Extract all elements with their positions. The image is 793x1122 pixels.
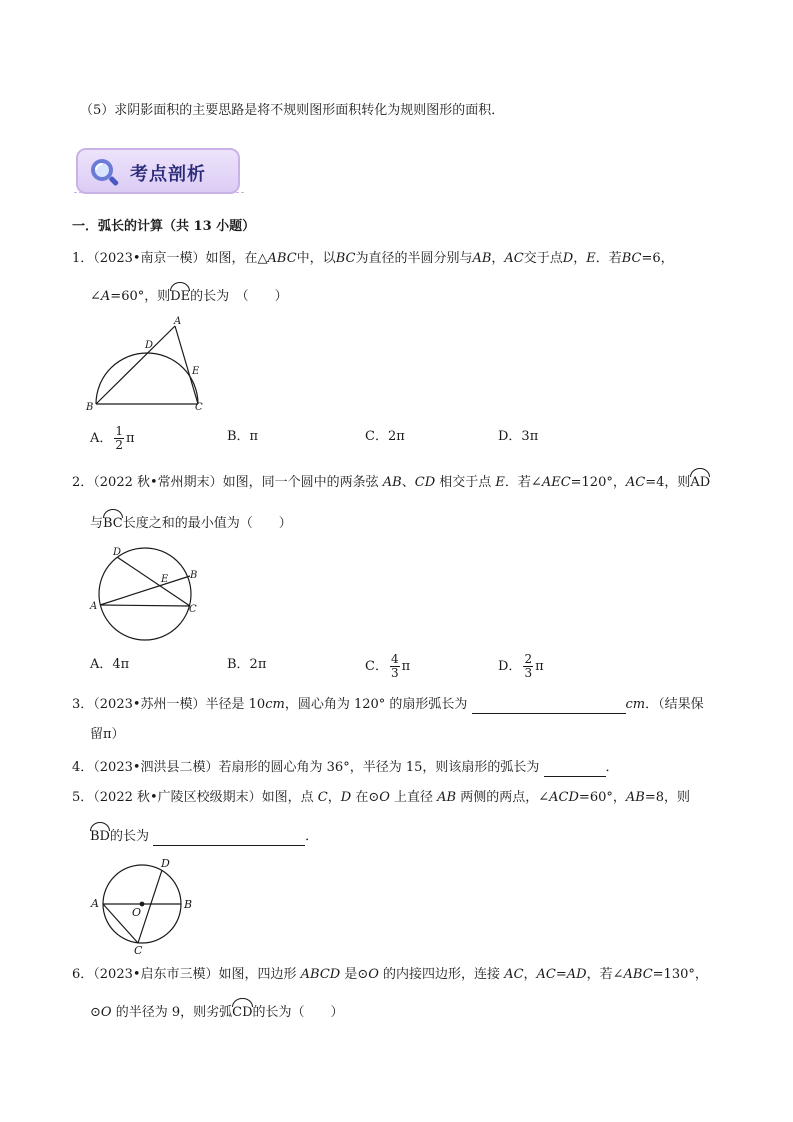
q1-option-a: A． $\frac{1}{2}$ π bbox=[90, 424, 135, 452]
q1-figure bbox=[86, 314, 212, 414]
label-b: B bbox=[86, 402, 94, 413]
label-c: C bbox=[195, 402, 203, 413]
q1-line2: ∠A=60°，则DE的长为 （ ） bbox=[90, 289, 288, 304]
q1-option-c: C．2π bbox=[365, 429, 405, 444]
q2-option-c: C． $\frac{4}{3}$ π bbox=[365, 652, 411, 680]
badge-underline bbox=[74, 192, 244, 193]
label-a: A bbox=[91, 897, 99, 910]
q1-line1: 1．（2023•南京一模）如图，在△ABC中，以BC为直径的半圆分别与AB，AC交于点D，E．若BC=6， bbox=[72, 251, 674, 266]
q2-option-d: D． $\frac{2}{3}$ π bbox=[498, 652, 544, 680]
label-d: D bbox=[145, 340, 154, 351]
q4-answer-blank[interactable] bbox=[544, 762, 606, 777]
q1-option-d: D．3π bbox=[498, 429, 539, 444]
label-c: C bbox=[134, 944, 143, 956]
badge-label: 考点剖析 bbox=[130, 164, 206, 185]
arc-bd: BD bbox=[90, 829, 110, 844]
q6-line2: ⊙O 的半径为 9，则劣弧CD的长为（ ） bbox=[90, 1005, 344, 1020]
search-icon bbox=[86, 154, 122, 190]
label-a: A bbox=[90, 601, 98, 612]
q2-option-b: B．2π bbox=[227, 657, 267, 672]
q5-figure bbox=[86, 852, 202, 956]
arc-ad: AD bbox=[690, 475, 711, 490]
q3-line2: 留π） bbox=[90, 727, 125, 742]
arc-bc: BC bbox=[103, 516, 123, 531]
label-d: D bbox=[113, 547, 122, 558]
section-title: 一．弧长的计算（共 13 小题） bbox=[72, 219, 256, 234]
q1-option-b: B．π bbox=[227, 429, 259, 444]
q2-line2: 与BC长度之和的最小值为（ ） bbox=[90, 516, 292, 531]
label-a: A bbox=[174, 316, 182, 327]
label-c: C bbox=[189, 604, 197, 615]
q2-line1: 2．（2022 秋•常州期末）如图，同一个圆中的两条弦 AB、CD 相交于点 E．若∠AEC=120°，AC=4，则AD bbox=[72, 475, 711, 490]
section-badge bbox=[76, 148, 240, 194]
q5-line2: BD的长为 ． bbox=[90, 829, 319, 844]
q6-line1: 6．（2023•启东市三模）如图，四边形 ABCD 是⊙O 的内接四边形，连接 AC，AC=AD，若∠ABC=130°， bbox=[72, 967, 708, 982]
q2-option-a: A．4π bbox=[90, 657, 130, 672]
label-b: B bbox=[184, 898, 193, 911]
arc-cd: CD bbox=[232, 1005, 253, 1020]
q3-line1: 3．（2023•苏州一模）半径是 10cm，圆心角为 120° 的扇形弧长为 cm．（结果保 bbox=[72, 697, 704, 712]
arc-de: DE bbox=[170, 289, 191, 304]
q3-answer-blank[interactable] bbox=[472, 699, 626, 714]
q4-line: 4．（2023•泗洪县二模）若扇形的圆心角为 36°，半径为 15，则该扇形的弧长为 ． bbox=[72, 760, 619, 775]
label-e: E bbox=[192, 366, 200, 377]
label-e: E bbox=[161, 574, 169, 585]
label-d: D bbox=[161, 857, 170, 870]
q5-answer-blank[interactable] bbox=[153, 831, 305, 846]
q2-figure bbox=[86, 542, 206, 646]
label-o: O bbox=[132, 906, 142, 919]
q5-line1: 5．（2022 秋•广陵区校级期末）如图，点 C，D 在⊙O 上直径 AB 两侧的两点，∠ACD=60°，AB=8，则 bbox=[72, 790, 690, 805]
intro-text: （5）求阴影面积的主要思路是将不规则图形面积转化为规则图形的面积． bbox=[80, 103, 505, 118]
label-b: B bbox=[190, 570, 198, 581]
